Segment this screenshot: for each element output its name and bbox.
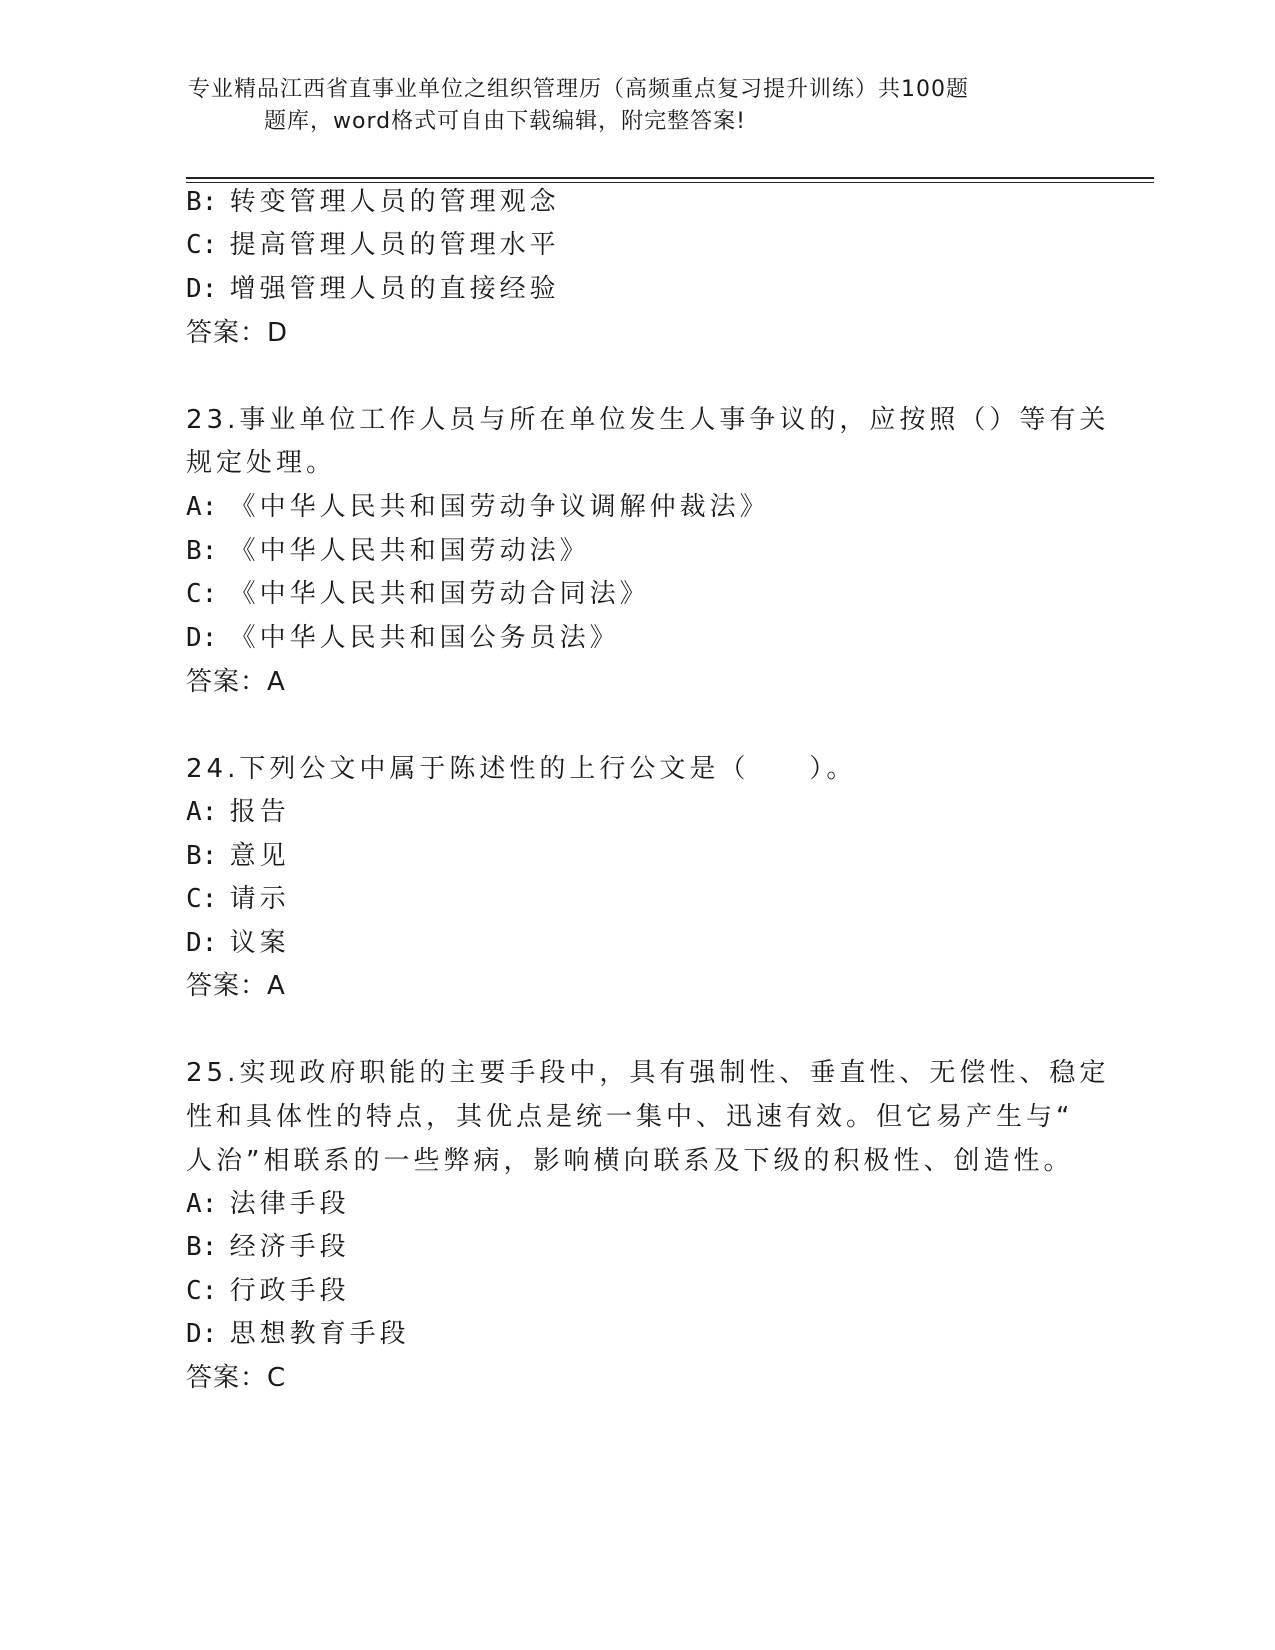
- header-line-1: 专业精品江西省直事业单位之组织管理历（高频重点复习提升训练）共100题: [188, 77, 969, 102]
- q25-option-a: A: 法律手段: [186, 1189, 350, 1219]
- q23-stem-line-2: 规定处理。: [186, 448, 337, 478]
- q23-option-d: D: 《中华人民共和国公务员法》: [186, 623, 620, 653]
- q25-option-c: C: 行政手段: [186, 1276, 350, 1306]
- q23-option-c: C: 《中华人民共和国劳动合同法》: [186, 579, 650, 609]
- prev-option-b: B: 转变管理人员的管理观念: [186, 187, 560, 217]
- q23-option-b: B: 《中华人民共和国劳动法》: [186, 536, 590, 566]
- q24-option-b: B: 意见: [186, 841, 290, 871]
- q25-option-b: B: 经济手段: [186, 1232, 350, 1262]
- q24-option-c: C: 请示: [186, 884, 290, 914]
- q24-option-a: A: 报告: [186, 797, 290, 827]
- prev-answer: 答案：D: [186, 318, 289, 348]
- q23-answer: 答案：A: [186, 667, 286, 697]
- header-rule-thin: [186, 182, 1154, 183]
- q23-stem-line-1: 23.事业单位工作人员与所在单位发生人事争议的，应按照（）等有关: [186, 405, 1110, 435]
- header-rule-thick: [186, 177, 1154, 179]
- q24-stem-line-1: 24.下列公文中属于陈述性的上行公文是（ ）。: [186, 754, 857, 784]
- q25-answer: 答案：C: [186, 1363, 287, 1393]
- document-header: [188, 74, 1088, 138]
- prev-option-c: C: 提高管理人员的管理水平: [186, 230, 560, 260]
- q25-stem-line-3: 人治”相联系的一些弊病，影响横向联系及下级的积极性、创造性。: [186, 1146, 1074, 1176]
- q25-stem-line-2: 性和具体性的特点，其优点是统一集中、迅速有效。但它易产生与“: [186, 1102, 1074, 1132]
- q23-option-a: A: 《中华人民共和国劳动争议调解仲裁法》: [186, 492, 770, 522]
- q25-stem-line-1: 25.实现政府职能的主要手段中，具有强制性、垂直性、无偿性、稳定: [186, 1058, 1110, 1088]
- header-line-2: 题库，word格式可自由下载编辑，附完整答案!: [264, 109, 746, 134]
- q25-option-d: D: 思想教育手段: [186, 1319, 410, 1349]
- q24-option-d: D: 议案: [186, 928, 290, 958]
- q24-answer: 答案：A: [186, 971, 286, 1001]
- prev-option-d: D: 增强管理人员的直接经验: [186, 274, 560, 304]
